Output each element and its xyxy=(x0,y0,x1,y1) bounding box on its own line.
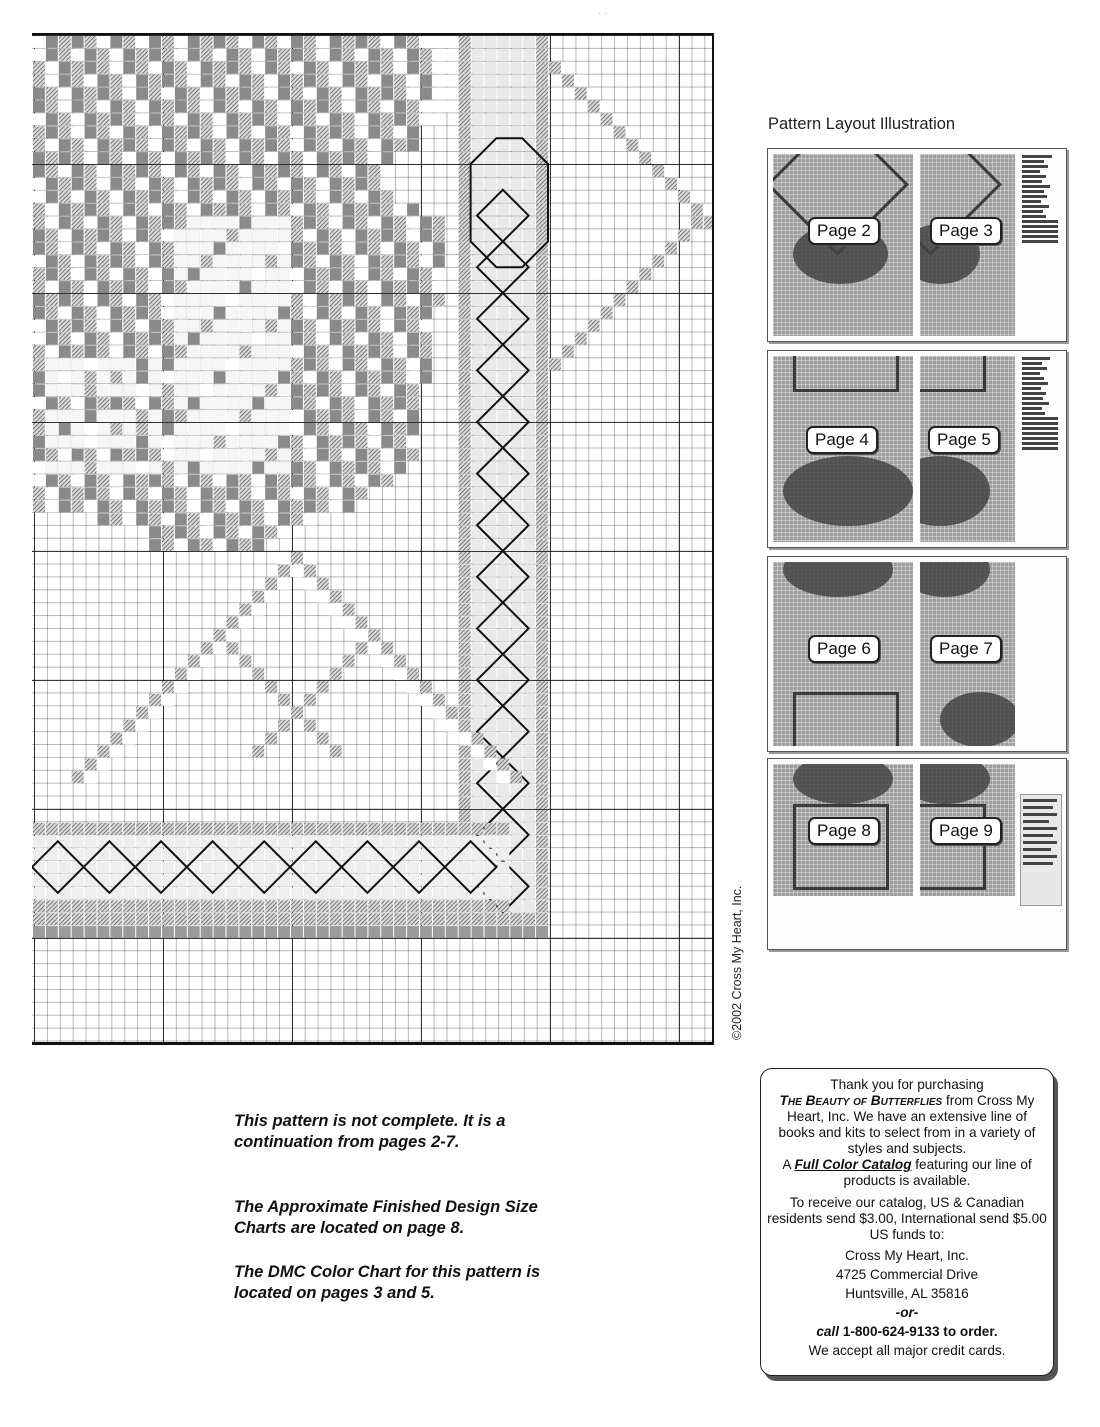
layout-panel-1 xyxy=(767,148,1067,342)
page-3-label: Page 3 xyxy=(930,217,1002,245)
city-address: Huntsville, AL 35816 xyxy=(845,1286,969,1301)
note-finished-size: The Approximate Finished Design Size Charts are located on page 8. xyxy=(234,1198,538,1237)
layout-panel-4 xyxy=(767,758,1067,950)
company-name: Cross My Heart, Inc. xyxy=(845,1248,969,1263)
page-8-label: Page 8 xyxy=(808,817,880,845)
receive-paragraph: To receive our catalog, US & Canadian residents send $3.00, International send $5.00 US funds to: xyxy=(767,1195,1047,1242)
legend-thumbnail-2 xyxy=(1022,357,1060,452)
order-info-box xyxy=(760,1068,1054,1376)
catalog-text: featuring our line of products is available. xyxy=(843,1157,1032,1188)
street-address: 4725 Commercial Drive xyxy=(835,1267,979,1282)
page-6-label: Page 6 xyxy=(808,635,880,663)
legend-thumbnail xyxy=(1022,155,1060,245)
call-word: call xyxy=(816,1324,839,1339)
catalog-prefix: A xyxy=(782,1157,795,1172)
chart-pattern-svg xyxy=(32,35,712,1042)
page-2-label: Page 2 xyxy=(808,217,880,245)
scan-speck: · · xyxy=(598,8,608,19)
layout-panel-3 xyxy=(767,556,1067,752)
product-title: The Beauty of Butterflies xyxy=(779,1093,943,1108)
page-9-label: Page 9 xyxy=(930,817,1002,845)
credit-card-note: We accept all major credit cards. xyxy=(808,1343,1006,1358)
note-dmc-chart: The DMC Color Chart for this pattern is located on pages 3 and 5. xyxy=(234,1263,541,1302)
page-5-label: Page 5 xyxy=(928,426,1000,454)
layout-illustration-title: Pattern Layout Illustration xyxy=(768,115,956,133)
catalog-paragraph xyxy=(761,1157,1053,1189)
thanks-line: Thank you for purchasing xyxy=(830,1077,984,1092)
copyright-notice: ©2002 Cross My Heart, Inc. xyxy=(730,885,744,1040)
page-3-thumbnail xyxy=(920,154,1015,336)
layout-panel-2 xyxy=(767,350,1067,548)
size-chart-thumbnail xyxy=(1020,794,1062,906)
page-4-label: Page 4 xyxy=(806,426,878,454)
product-paragraph xyxy=(761,1093,1053,1157)
cross-stitch-chart xyxy=(32,33,714,1045)
phone-line xyxy=(761,1324,1053,1340)
page-2-thumbnail xyxy=(773,154,913,336)
product-paragraph-text: from Cross My Heart, Inc. We have an extensive line of books and kits to select from in a variety of styles and subjects. xyxy=(778,1093,1036,1156)
note-incomplete-pattern: This pattern is not complete. It is a continuation from pages 2-7. xyxy=(234,1112,506,1151)
page-7-label: Page 7 xyxy=(930,635,1002,663)
full-color-catalog-link: Full Color Catalog xyxy=(794,1157,912,1172)
or-divider: -or- xyxy=(895,1305,919,1320)
phone-number: 1-800-624-9133 to order. xyxy=(839,1324,998,1339)
